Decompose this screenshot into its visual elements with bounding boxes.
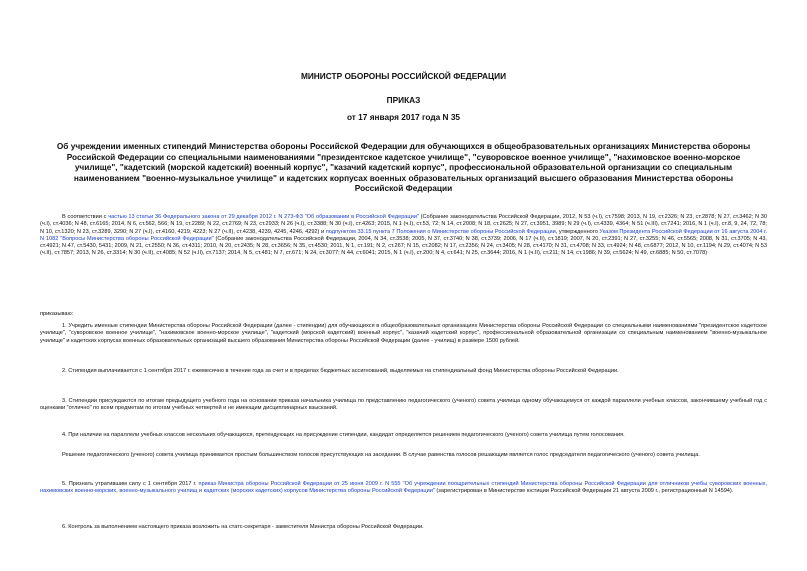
p5-text-2: (зарегистрирован в Министерстве юстиции Российской Федерации 21 августа 2009 г., регистрационный N 14594). [434, 488, 734, 495]
regulation-link[interactable]: подпунктом 33.15 пункта 7 Положения о Министерстве обороны Российской Федерации [325, 228, 556, 235]
intro-paragraph [40, 214, 767, 258]
decree-1082-link[interactable]: Указом Президента Российской Федерации от 16 августа 2004 г. N 1082 "Вопросы Министерства обороны Российской Федерации" [40, 228, 768, 242]
document-heading: Об учреждении именных стипендий Министерства обороны Российской Федерации для обучающихся в общеобразовательных организациях Министерства обороны Российской Федерации со специальными наименованиями "президентское кадетское училище", "суворовское военное училище", "нахимовское военно-морское училище", "кадетский (морской кадетский) военный корпус", "казачий кадетский корпус", профессиональной образовательной организации со специальным наименованием "военно-музыкальное училище" и кадетских корпусах военных образовательных организаций высшего образования Министерства обороны Российской Федерации [56, 141, 751, 194]
intro-text-2: (Собрание законодательства Российской Федерации, 2012, N 53 (ч.I), ст.7598; 2013, N 19, ст.2326; N 23, ст.2878; N 27, ст.3462; N 30 (ч.I), ст.4036; N 48, ст.6165; 2014, N 6, ст.562, 566; N 19, ст.2289; N 22, ст.2769; N 23, ст.2933; N 26 (ч.I), ст.3388; N 30 (ч.I), ст.4263; 2015, N 1 (ч.I), ст.53, 72; N 14, ст.2008; N 18, ст.2625; N 27, ст.3951, 3989; N 29 (ч.I), ст.4339, 4364; N 51 (ч.III), ст.7241; 2016, N 1 (ч.I), ст.8, 9, 24, 72, 78; N 10, ст.1320; N 23, ст.3289, 3290; N 27 (ч.I), ст.4160, 4219, 4223; N 27 (ч.II), ст.4238, 4239, 4245, 4246, 4292) и [40, 214, 768, 235]
intro-text-1: В соответствии с [62, 214, 109, 220]
paragraph-4: 4. При наличии на параллели учебных классов нескольких обучающихся, претендующих на присуждение стипендии, кандидат определяется решением педагогического (ученого) совета училища путем голосования. [62, 432, 625, 438]
intro-text-3: , утвержденного [555, 228, 600, 235]
intro-text-4: (Собрание законодательства Российской Федерации, 2004, N 34, ст.3538; 2005, N 37, ст.3740; N 38, ст.3739; 2006, N 17 (ч.II), ст.1819; 2007, N 20, ст.2391; N 27, ст.3255; N 46, ст.5565; 2008, N 31, ст.3705; N 43, ст.4921; N 47, ст.5430, 5431; 2009, N 21, ст.2550; N 36, ст.4311; 2010, N 20, ст.2435; N 28, ст.3656; N 35, ст.4530; 2011, N 1, ст.191; N 2, ст.267; N 15, ст.2082; N 17, ст.2356; N 24, ст.3405; N 28, ст.4170; N 31, ст.4708; N 33, ст.4924; N 48, ст.6877; 2012, N 10, ст.1194; N 29, ст.4074; N 53 (ч.II), ст.7857; 2013, N 26, ст.3314; N 30 (ч.II), ст.4085; N 52 (ч.II), ст.7137; 2014, N 5, ст.481; N 7, ст.671; N 24, ст.3077; N 44, ст.6041; 2015, N 1 (ч.I), ст.200; N 4, ст.641; N 25, ст.3644; 2016, N 1 (ч.II), ст.211; N 14, ст.1986; N 39, ст.5624; N 49, ст.6885; N 50, ст.7078) [40, 235, 767, 257]
document-type: ПРИКАЗ [386, 95, 421, 105]
issuer-title: МИНИСТР ОБОРОНЫ РОССИЙСКОЙ ФЕДЕРАЦИИ [300, 71, 507, 81]
paragraph-4-continued: Решение педагогического (ученого) совета училища принимается простым большинством голосов присутствующих на заседании. В случае равенства голосов решающим является голос председателя педагогического (ученого) совета училища. [62, 452, 700, 458]
paragraph-5 [40, 481, 767, 496]
order-555-link[interactable]: приказ Министра обороны Российской Федерации от 25 июня 2009 г. N 555 "Об учреждении поощрительных стипендий Министерства обороны Российской Федерации для отличников учебы суворовских военных, нахимовских военно-морских, военно-музыкального училищ и кадетских (морских кадетских) корпусов Министерства обороны Российской Федерации" [40, 481, 767, 495]
paragraph-1: 1. Учредить именные стипендии Министерства обороны Российской Федерации (далее - стипендии) для обучающихся в общеобразовательных организациях Министерства обороны Российской Федерации со специальными наименованиями "президентское кадетское училище", "суворовское военное училище", "нахимовское военно-морское училище", "кадетский (морской кадетский) военный корпус", "казачий кадетский корпус", профессиональной образовательной организации со специальным наименованием "военно-музыкальное училище" и кадетских корпусах военных образовательных организаций высшего образования Министерства обороны Российской Федерации (далее - училищ) в размере 1500 рублей. [40, 323, 767, 344]
law-273-link[interactable]: частью 13 статьи 36 Федерального закона от 29 декабря 2012 г. N 273-ФЗ "Об образовании в Российской Федерации" [108, 214, 419, 220]
document-date: от 17 января 2017 года N 35 [346, 112, 461, 122]
paragraph-6: 6. Контроль за выполнением настоящего приказа возложить на статс-секретаря - заместителя Министра обороны Российской Федерации. [62, 524, 424, 530]
p5-text-1: 5. Признать утратившим силу с 1 сентября 2017 г. [62, 481, 199, 487]
order-word: приказываю: [40, 311, 74, 317]
paragraph-2: 2. Стипендия выплачивается с 1 сентября 2017 г. ежемесячно в течение года за счет и в пределах бюджетных ассигнований, выделяемых на стипендиальный фонд Министерства обороны Российской Федерации. [62, 368, 619, 374]
paragraph-3: 3. Стипендии присуждаются по итогам предыдущего учебного года на основании приказа начальника училища по представлению педагогического (ученого) совета училища одному обучающемуся от каждой параллели учебных классов, закончившему учебный год с оценками "отлично" по всем предметам по итогам учебных четвертей и не имеющим дисциплинарных взысканий. [40, 398, 767, 412]
